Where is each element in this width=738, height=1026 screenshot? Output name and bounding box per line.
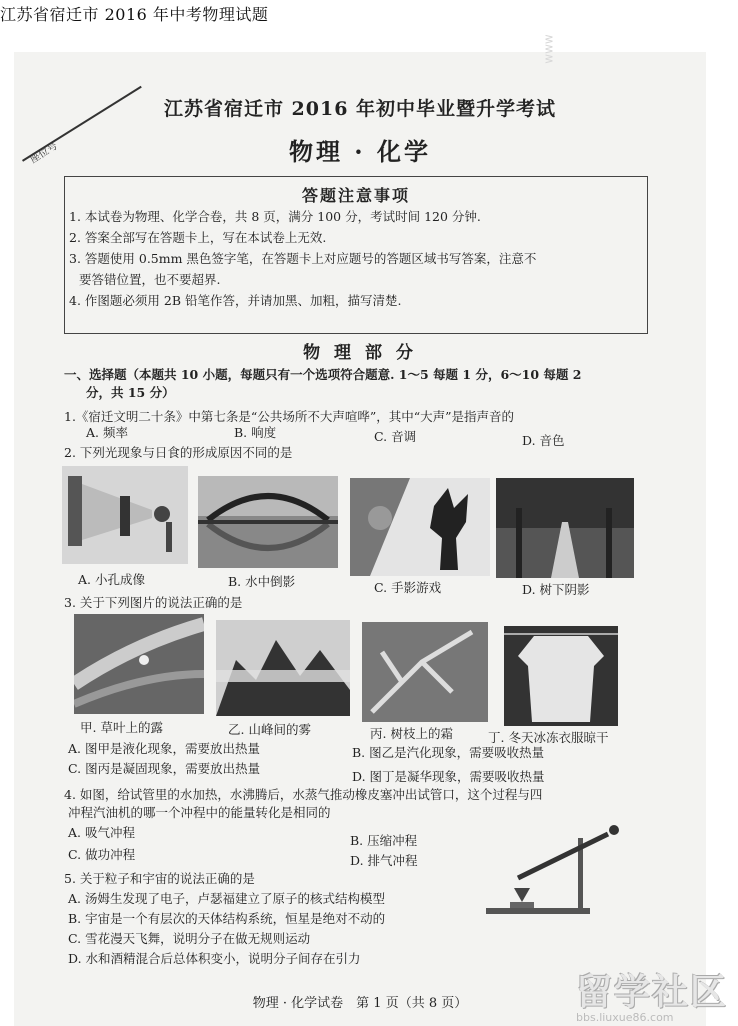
dew-illustration [74,614,204,714]
question-4-stem: 4. 如图，给试管里的水加热，水沸腾后，水蒸气推动橡皮塞冲出试管口，这个过程与四 [64,787,543,802]
q4-option-d: D. 排气冲程 [350,853,418,868]
q3-caption-ding: 丁. 冬天冰冻衣服晾干 [488,730,609,745]
q1-option-b: B. 响度 [234,425,277,440]
q3-option-a: A. 图甲是液化现象，需要放出热量 [68,741,260,756]
q2-caption-b: B. 水中倒影 [228,574,296,589]
subject-title: 物理 · 化学 [288,137,432,166]
exam-title: 江苏省宿迁市 2016 年初中毕业暨升学考试 [163,98,557,120]
q1-option-d: D. 音色 [522,433,565,448]
q4-option-b: B. 压缩冲程 [350,833,418,848]
tree-shadow-image [496,478,634,578]
water-reflection-image [198,476,338,568]
page-footer: 物理 · 化学试卷 第 1 页（共 8 页） [252,996,468,1011]
dew-image [74,614,204,714]
test-tube-apparatus [478,818,628,918]
q3-caption-bing: 丙. 树枝上的霜 [370,726,453,741]
bridge-illustration [198,476,338,568]
notice-box [64,176,648,334]
trees-illustration [496,478,634,578]
q3-option-c: C. 图丙是凝固现象，需要放出热量 [68,761,261,776]
logo-url: bbs.liuxue86.com [576,1011,674,1024]
q3-caption-jia: 甲. 草叶上的露 [80,720,163,735]
q5-option-c: C. 雪花漫天飞舞，说明分子在做无规则运动 [68,931,311,946]
q5-option-d: D. 水和酒精混合后总体积变小，说明分子间存在引力 [68,951,361,966]
q1-option-a: A. 频率 [86,425,128,440]
question-2-stem: 2. 下列光现象与日食的形成原因不同的是 [64,445,293,460]
q2-caption-a: A. 小孔成像 [78,572,145,587]
notice-item: 3. 答题使用 0.5mm 黑色签字笔，在答题卡上对应题号的答题区域书写答案，注意不 [69,251,537,266]
page-header: 江苏省宿迁市 2016 年中考物理试题 [0,5,269,24]
section-heading: 分，共 15 分） [86,385,175,400]
notice-item: 4. 作图题必须用 2B 铅笔作答，并请加黑、加粗，描写清楚. [69,293,402,308]
question-5-stem: 5. 关于粒子和宇宙的说法正确的是 [64,871,255,886]
q2-caption-d: D. 树下阴影 [522,582,590,597]
hand-shadow-image [350,478,490,576]
q5-option-a: A. 汤姆生发现了电子，卢瑟福建立了原子的核式结构模型 [68,891,385,906]
notice-item: 2. 答案全部写在答题卡上，写在本试卷上无效. [69,230,327,245]
clothes-illustration [504,626,618,726]
q5-option-b: B. 宇宙是一个有层次的天体结构系统，恒星是绝对不动的 [68,911,386,926]
frost-illustration [362,622,488,722]
watermark: www [541,34,556,64]
section-title: 物 理 部 分 [303,343,417,363]
hand-shadow-illustration [350,478,490,576]
q3-option-d: D. 图丁是凝华现象，需要吸收热量 [352,769,545,784]
section-heading: 一、选择题（本题共 10 小题，每题只有一个选项符合题意. 1～5 每题 1 分，6～10 每题 2 [64,367,582,382]
question-1-stem: 1.《宿迁文明二十条》中第七条是“公共场所不大声喧哗”，其中“大声”是指声音的 [64,409,514,424]
q1-option-c: C. 音调 [374,429,417,444]
question-3-stem: 3. 关于下列图片的说法正确的是 [64,595,243,610]
pinhole-image [62,466,188,564]
notice-item: 1. 本试卷为物理、化学合卷，共 8 页，满分 100 分，考试时间 120 分钟. [69,209,481,224]
q4-option-c: C. 做功冲程 [68,847,136,862]
question-4-stem-cont: 冲程汽油机的哪一个冲程中的能量转化是相同的 [68,805,331,820]
q4-option-a: A. 吸气冲程 [68,825,135,840]
notice-title: 答题注意事项 [301,186,410,205]
frost-image [362,622,488,722]
q3-option-b: B. 图乙是汽化现象，需要吸收热量 [352,745,545,760]
q3-caption-yi: 乙. 山峰间的雾 [228,722,311,737]
fog-image [216,620,350,716]
notice-item: 要答错位置，也不要超界. [79,272,221,287]
seat-label: 座位号 [28,140,60,166]
frozen-clothes-image [504,626,618,726]
site-logo [576,964,736,1026]
q2-caption-c: C. 手影游戏 [374,580,442,595]
exam-sheet [14,34,706,1026]
logo-text: 留学社区 [576,972,729,1013]
fog-illustration [216,620,350,716]
pinhole-illustration [62,466,188,564]
